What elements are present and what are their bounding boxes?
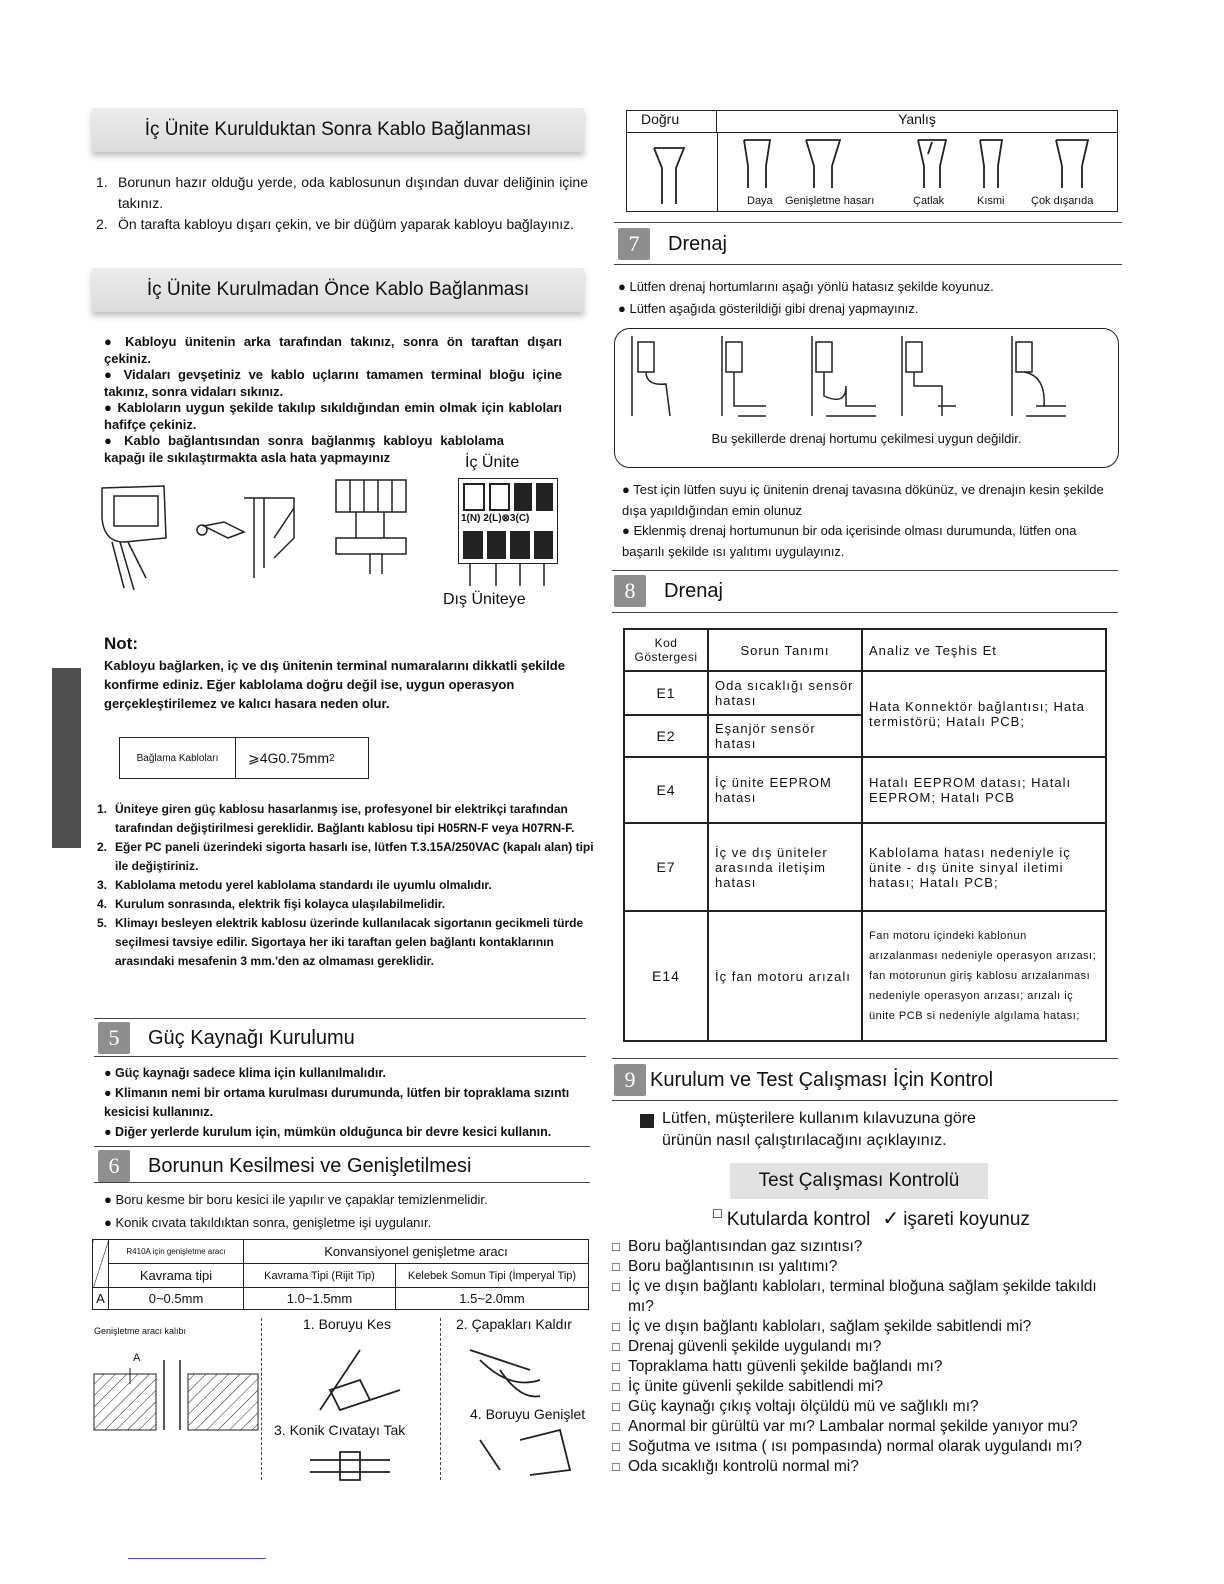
step-flare-pipe: 4. Boruyu Genişlet (470, 1406, 586, 1422)
wrong-header: Yanlış (717, 111, 1117, 133)
cable-spec-value (236, 738, 368, 778)
checkbox-icon[interactable]: □ (612, 1259, 620, 1274)
divider (612, 1058, 1118, 1059)
section-number: 9 (614, 1064, 646, 1096)
section-6-header (98, 1150, 471, 1182)
flare-label-damage: Genişletme hasarı (785, 195, 875, 207)
cable-before-bullets (104, 334, 562, 466)
value-cell: 1.5~2.0mm (396, 1288, 589, 1310)
conventional-header: Konvansiyonel genişletme aracı (244, 1240, 589, 1264)
checkbox-icon[interactable]: □ (612, 1439, 620, 1454)
list-item (97, 895, 597, 914)
correct-header: Doğru (627, 111, 717, 133)
checklist-text: Drenaj güvenli şekilde uygulandı mı? (628, 1338, 882, 1355)
checklist-text: Güç kaynağı çıkış voltajı ölçüldü mü ve sağlıklı mı? (628, 1398, 979, 1415)
value-cell: 1.0~1.5mm (244, 1288, 396, 1310)
checklist-text: İç ünite güvenli şekilde sabitlendi mi? (628, 1378, 884, 1395)
section-title: Drenaj (668, 232, 727, 255)
intro-bullet (640, 1114, 654, 1128)
bullet-item: ● Klimanın nemi bir ortama kurulması durumunda, lütfen bir topraklama sızıntı kesicisi kullanınız. (104, 1085, 570, 1119)
error-code: E2 (624, 715, 708, 757)
pipe-cutting-bullets (104, 1188, 584, 1234)
bullet-item: ● Güç kaynağı sadece klima için kullanılmalıdır. (104, 1066, 386, 1080)
list-item (97, 876, 597, 895)
cable-spec-box (119, 737, 369, 779)
checkbox-icon[interactable]: □ (612, 1319, 620, 1334)
item-number: 1. (97, 802, 108, 816)
checklist-item[interactable] (612, 1437, 1120, 1457)
divider (612, 570, 1118, 571)
checkbox-icon[interactable]: □ (612, 1339, 620, 1354)
step-remove-burrs: 2. Çapakları Kaldır (456, 1316, 572, 1332)
list-item (97, 800, 597, 838)
terminal-bottom-row (463, 531, 553, 559)
bullet-item: ● Kablo bağlantısından sonra bağlanmış kabloyu kablolama kapağı ile sıkılaştırmakta asla hata yapmayınız (104, 433, 504, 465)
section-title: Drenaj (664, 579, 723, 602)
checklist-item[interactable] (612, 1377, 1120, 1397)
flare-die-illustration (94, 1350, 264, 1430)
checklist-text: Oda sıcaklığı kontrolü normal mi? (628, 1458, 859, 1475)
power-supply-bullets (104, 1064, 574, 1142)
checklist-item[interactable] (612, 1317, 1120, 1337)
step-cut-pipe: 1. Boruyu Kes (303, 1316, 391, 1332)
item-number: 1. (96, 174, 108, 190)
banner-title: İç Ünite Kurulmadan Önce Kablo Bağlanması (146, 279, 530, 300)
section-7-header (618, 228, 727, 260)
checklist-item[interactable] (612, 1337, 1120, 1357)
bullet-item: ● Vidaları gevşetiniz ve kablo uçlarını tamamen terminal bloğu içine takınız, sonra vidaları sıkınız. (104, 367, 562, 399)
checklist-text: İç ve dışın bağlantı kabloları, sağlam şekilde sabitlendi mi? (628, 1318, 1032, 1335)
test-run-title: Test Çalışması Kontrolü (730, 1163, 988, 1199)
bullet-item: ● Diğer yerlerde kurulum için, mümkün olduğunca bir devre kesici kullanın. (104, 1124, 552, 1139)
item-text: Kurulum sonrasında, elektrik fişi kolayca ulaşılabilmelidir. (115, 897, 446, 911)
divider (612, 612, 1118, 613)
row-label: A (93, 1288, 109, 1310)
section-9-header (614, 1064, 993, 1096)
error-description: İç ve dış üniteler arasında iletişim hatası (708, 823, 862, 911)
divider (94, 1146, 590, 1147)
value-cell: 0~0.5mm (109, 1288, 244, 1310)
corner-header: R410A için genişletme aracı (109, 1240, 244, 1264)
checklist-item[interactable] (612, 1417, 1120, 1437)
checkbox-icon[interactable]: □ (612, 1239, 620, 1254)
checklist-text: İç ve dışın bağlantı kabloları, terminal bloğuna sağlam şekilde takıldı mı? (628, 1278, 1097, 1315)
item-number: 3. (97, 878, 108, 892)
drain-bullets (618, 276, 1118, 320)
error-code: E4 (624, 757, 708, 823)
rigid-type-header: Kavrama Tipi (Rijit Tip) (244, 1264, 396, 1288)
error-analysis: Fan motoru içindeki kablonun arızalanması nedeniyle operasyon arızası; fan motorunun giriş kablosu arızalanması nedeniyle operasyon arızası; arızalı iç ünite PCB si nedeniyle algılama hatası; (862, 911, 1106, 1041)
list-item (97, 914, 597, 971)
divider (612, 1100, 1118, 1101)
flare-label-daya: Daya (747, 195, 773, 207)
outer-unit-label: Dış Üniteye (443, 591, 526, 608)
instruction-post: işareti koyunuz (903, 1209, 1030, 1230)
item-text: Klimayı besleyen elektrik kablosu üzerinde kullanılacak sigortanın gecikmeli türde seçilmesi tavsiye edilir. Sigortaya her iki taraftan gelen bağlantı kontaklarının arasındaki mesafenin 3 mm.'den az olmaması gereklidir. (115, 916, 584, 968)
item-text: Borunun hazır olduğu yerde, oda kablosunun dışından duvar deliğinin içine takınız. (118, 174, 588, 211)
instruction-pre: Kutularda kontrol (726, 1209, 871, 1230)
error-description: Eşanjör sensör hatası (708, 715, 862, 757)
terminal-top-row (463, 483, 553, 511)
error-code-table (623, 628, 1107, 1042)
section-title: Güç Kaynağı Kurulumu (148, 1026, 355, 1049)
item-number: 5. (97, 916, 108, 930)
imperial-type-header: Kelebek Somun Tipi (İmperyal Tip) (396, 1264, 589, 1288)
intro-text: Lütfen, müşterilere kullanım kılavuzuna göre ürünün nasıl çalıştırılacağını açıklayınız. (662, 1110, 976, 1149)
list-item (97, 838, 597, 876)
checkbox-icon[interactable]: □ (612, 1279, 620, 1294)
dimension-a-label: A (133, 1352, 141, 1364)
note-title: Not: (104, 634, 138, 653)
banner-title: İç Ünite Kurulduktan Sonra Kablo Bağlanması (144, 119, 532, 140)
bullet-item: ● Boru kesme bir boru kesici ile yapılır ve çapaklar temizlenmelidir. (104, 1192, 488, 1207)
footer-rule (128, 1558, 266, 1559)
terminal-codes: 1(N) 2(L)⊗3(C) (461, 513, 530, 524)
terminal-wires (458, 564, 558, 590)
divider (94, 1018, 586, 1019)
checkbox-icon[interactable]: □ (612, 1419, 620, 1434)
checklist-text: Topraklama hattı güvenli şekilde bağlandı mı? (628, 1358, 943, 1375)
checkbox-icon[interactable]: □ (612, 1359, 620, 1374)
error-description: İç ünite EEPROM hatası (708, 757, 862, 823)
error-code: E7 (624, 823, 708, 911)
checklist-text: Anormal bir gürültü var mı? Lambalar normal şekilde yanıyor mu? (628, 1418, 1078, 1435)
checkbox-icon: ☐ (712, 1207, 723, 1221)
item-text: Kablolama metodu yerel kablolama standardı ile uyumlu olmalıdır. (115, 878, 492, 892)
checklist-text: Boru bağlantısının ısı yalıtımı? (628, 1258, 838, 1275)
error-description: Oda sıcaklığı sensör hatası (708, 671, 862, 715)
error-code: E14 (624, 911, 708, 1041)
item-number: 2. (97, 840, 108, 854)
item-text: Ön tarafta kabloyu dışarı çekin, ve bir düğüm yaparak kabloyu bağlayınız. (118, 216, 575, 232)
divider (261, 1318, 262, 1480)
section-title: Borunun Kesilmesi ve Genişletilmesi (148, 1154, 472, 1177)
section-number: 8 (614, 575, 646, 607)
item-number: 4. (97, 897, 108, 911)
error-description: İç fan motoru arızalı (708, 911, 862, 1041)
flare-tool-table (92, 1239, 589, 1310)
checklist-item[interactable] (612, 1397, 1120, 1417)
bullet-item: ● Lütfen drenaj hortumlarını aşağı yönlü hatasız şekilde koyunuz. (618, 279, 994, 294)
checkbox-icon[interactable]: □ (612, 1379, 620, 1394)
bullet-item: ● Test için lütfen suyu iç ünitenin drenaj tavasına dökünüz, ve drenajın kesin şekilde dışa yapıldığından emin olunuz (622, 482, 1104, 518)
section-title: Kurulum ve Test Çalışması İçin Kontrol (650, 1068, 994, 1091)
divider (614, 264, 1122, 265)
list-item (96, 214, 588, 235)
cable-spec-superscript: 2 (328, 752, 335, 764)
error-analysis: Hatalı EEPROM datası; Hatalı EEPROM; Hatalı PCB (862, 757, 1106, 823)
error-code: E1 (624, 671, 708, 715)
section-number: 7 (618, 228, 650, 260)
test-checklist (612, 1237, 1120, 1477)
divider (94, 1182, 590, 1183)
section-banner-cable-after (92, 108, 584, 152)
list-item (96, 172, 588, 214)
divider (614, 222, 1122, 223)
header-description: Sorun Tanımı (708, 629, 862, 671)
section-number: 5 (98, 1022, 130, 1054)
checklist-item[interactable] (612, 1357, 1120, 1377)
cable-after-steps (96, 172, 588, 235)
item-text: Eğer PC paneli üzerindeki sigorta hasarlı ise, lütfen T.3.15A/250VAC (kapalı alan) tipi ile değiştiriniz. (115, 840, 594, 873)
divider (94, 1056, 586, 1057)
improper-drain-illustrations (626, 336, 1106, 426)
flare-label-partial: Kısmi (977, 195, 1005, 207)
corner-cell (93, 1240, 109, 1288)
note-text: Kabloyu bağlarken, iç ve dış ünitenin terminal numaralarını dikkatli şekilde konfirme ediniz. Eğer kablolama doğru değil ise, uygun operasyon gerçekleştirilemez ve kalıcı hasara neden olur. (104, 658, 565, 711)
grip-type-header: Kavrama tipi (109, 1264, 244, 1288)
header-code: Kod Göstergesi (624, 629, 708, 671)
header-analysis: Analiz ve Teşhis Et (862, 629, 1106, 671)
step-attach-flare-nut: 3. Konik Cıvatayı Tak (274, 1422, 406, 1438)
bullet-item: ● Lütfen aşağıda gösterildiği gibi drenaj yapmayınız. (618, 301, 919, 316)
section-5-header (98, 1022, 355, 1054)
checkmark-icon: ✓ (882, 1208, 900, 1230)
bullet-item: ● Kabloyu ünitenin arka tarafından takınız, sonra ön taraftan dışarı çekiniz. (104, 334, 562, 366)
checklist-item[interactable] (612, 1257, 1120, 1277)
instruction-line (712, 1206, 1030, 1231)
error-analysis: Kablolama hatası nedeniyle iç ünite - dış ünite sinyal iletimi hatası; Hatalı PCB; (862, 823, 1106, 911)
checklist-item[interactable] (612, 1237, 1120, 1257)
checkbox-icon[interactable]: □ (612, 1459, 620, 1474)
bullet-item: ● Eklenmiş drenaj hortumunun bir oda içerisinde olması durumunda, lütfen ona başarılı şekilde ısı yalıtımı uygulayınız. (622, 523, 1077, 559)
bullet-item: ● Konik cıvata takıldıktan sonra, genişletme işi uygulanır. (104, 1215, 432, 1230)
checkbox-icon[interactable]: □ (612, 1399, 620, 1414)
flare-label-crack: Çatlak (913, 195, 945, 207)
error-analysis: Hata Konnektör bağlantısı; Hata termistörü; Hatalı PCB; (862, 671, 1106, 757)
drain-test-bullets (622, 480, 1118, 562)
cable-spec-label: Bağlama Kabloları (120, 738, 236, 778)
checklist-item[interactable] (612, 1457, 1120, 1477)
cable-spec-value-text: ⩾4G0.75mm (248, 749, 329, 766)
improper-drain-caption: Bu şekillerde drenaj hortumu çekilmesi uygun değildir. (711, 431, 1022, 446)
section-8-header (614, 575, 723, 607)
power-cable-notes (97, 800, 597, 971)
die-label: Genişletme aracı kalıbı (94, 1326, 187, 1336)
flare-label-too-far: Çok dışarıda (1031, 195, 1094, 207)
checklist-item[interactable] (612, 1277, 1120, 1317)
pipe-tool-illustrations (300, 1340, 600, 1480)
section-number: 6 (98, 1150, 130, 1182)
flare-shapes-illustration (626, 132, 1118, 202)
item-number: 2. (96, 216, 108, 232)
checklist-text: Boru bağlantısından gaz sızıntısı? (628, 1238, 863, 1255)
side-tab-marker (52, 668, 81, 848)
terminal-block (458, 478, 558, 564)
checklist-text: Soğutma ve ısıtma ( ısı pompasında) normal olarak uygulandı mı? (628, 1438, 1083, 1455)
item-text: Üniteye giren güç kablosu hasarlanmış ise, profesyonel bir elektrikçi tarafından tarafından değiştirilmesi gereklidir. Bağlantı kablosu tipi H05RN-F veya H07RN-F. (115, 802, 575, 835)
inner-unit-label: İç Ünite (465, 454, 520, 471)
bullet-item: ● Kabloların uygun şekilde takılıp sıkıldığından emin olmak için kabloları hafifçe çekiniz. (104, 400, 562, 432)
section-banner-cable-before (92, 268, 584, 312)
